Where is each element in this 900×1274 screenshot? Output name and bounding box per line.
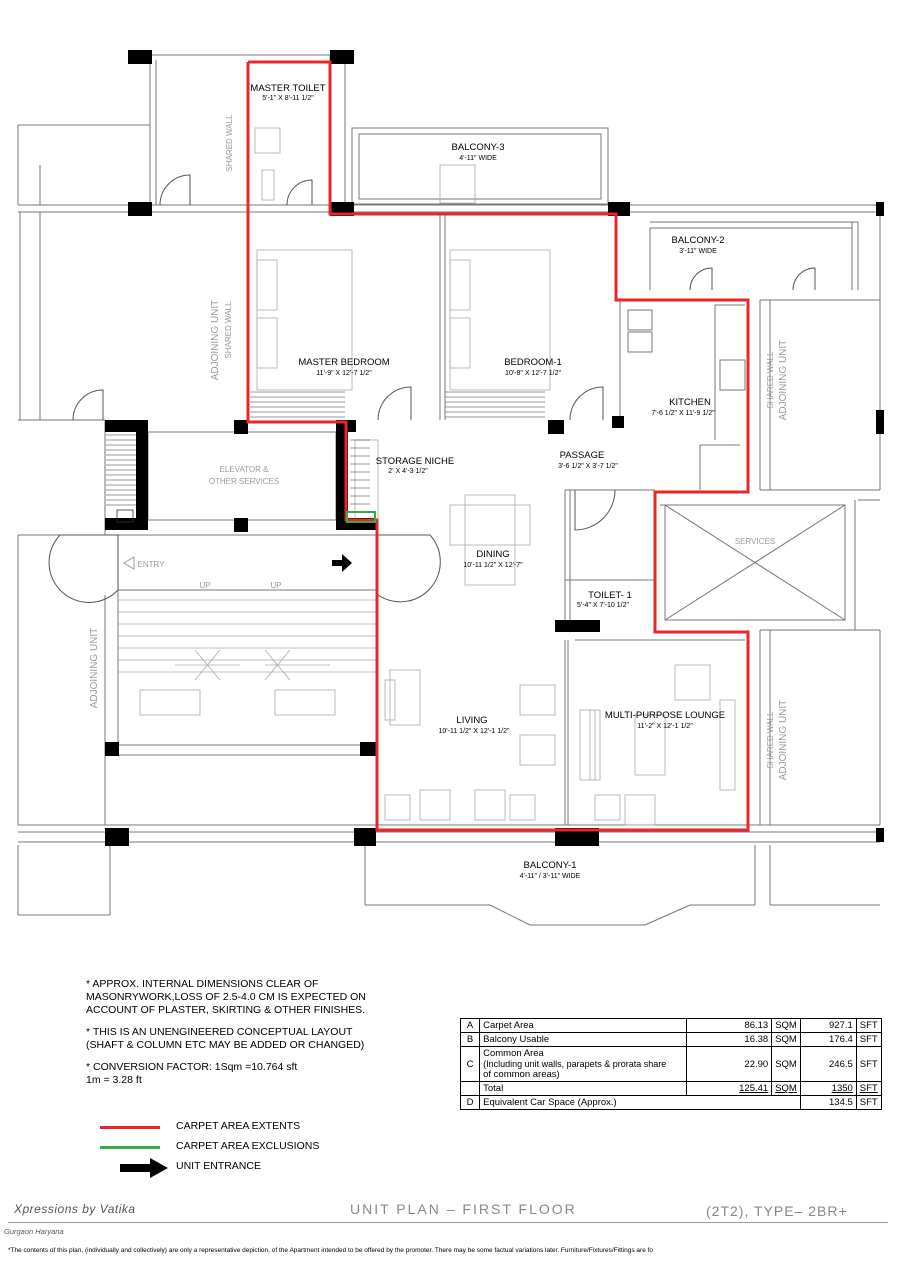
plan-type: (2T2), TYPE– 2BR+ [706,1203,848,1219]
row-d-label: Equivalent Car Space (Approx.) [480,1096,801,1110]
row-total-unit1: SQM [772,1082,801,1096]
legend-exclusions-label: CARPET AREA EXCLUSIONS [176,1140,320,1152]
balcony1-dim: 4'-11" / 3'-11" WIDE [519,873,581,880]
row-d-code: D [461,1096,480,1110]
row-c-label [480,1047,686,1082]
multi-purpose-lounge-dim: 11'-2" X 12'-1 1/2" [637,723,693,730]
master-bedroom-name: MASTER BEDROOM [298,357,390,368]
row-a-label: Carpet Area [480,1019,686,1033]
area-row-d [461,1096,882,1110]
row-d-unit2: SFT [856,1096,881,1110]
row-total-sft: 1350 [801,1082,856,1096]
row-b-unit1: SQM [772,1033,801,1047]
shared-wall-label-4: SHARED WALL [766,711,775,769]
kitchen-name: KITCHEN [669,397,711,408]
master-toilet-dim: 5'-1" X 8'-11 1/2" [262,95,314,102]
stair-up-label-1: UP [199,581,211,590]
row-c-sqm: 22.90 [686,1047,772,1082]
kitchen-dim: 7'-6 1/2" X 11'-9 1/2" [651,410,715,417]
living-dim: 10'-11 1/2" X 12'-1 1/2" [438,728,510,735]
row-c-code: C [461,1047,480,1082]
row-total-sqm: 125.41 [686,1082,772,1096]
row-c-label-3: of common areas) [483,1069,560,1080]
passage-name: PASSAGE [559,450,605,461]
shared-wall-label-2: SHARED WALL [224,301,233,359]
row-c-unit2: SFT [856,1047,881,1082]
adjoining-unit-label-1: ADJOINING UNIT [210,299,221,381]
multi-purpose-lounge-name: MULTI-PURPOSE LOUNGE [604,710,726,721]
legend-red-swatch [100,1126,160,1129]
footer-divider [8,1222,888,1223]
balcony1-name: BALCONY-1 [523,860,577,871]
passage-dim: 3'-6 1/2" X 3'-7 1/2" [558,463,618,470]
shared-wall-label-3: SHARED WALL [766,351,775,409]
plan-notes [86,978,366,1096]
plan-title: UNIT PLAN – FIRST FLOOR [350,1201,577,1217]
legend-entrance-label: UNIT ENTRANCE [176,1160,261,1172]
note-1: * APPROX. INTERNAL DIMENSIONS CLEAR OF MASONRYWORK,LOSS OF 2.5-4.0 CM IS EXPECTED ON ACCOUNT OF PLASTER, SKIRTING & OTHER FINISHES. [86,978,366,1016]
toilet1-dim: 5'-4" X 7'-10 1/2" [576,602,630,609]
row-b-sqm: 16.38 [686,1033,772,1047]
brand-name: Xpressions by Vatika [14,1202,136,1216]
dining-dim: 10'-11 1/2" X 12'-7" [463,562,523,569]
other-services-label: OTHER SERVICES [208,477,280,486]
area-row-total [461,1082,882,1096]
area-row-b [461,1033,882,1047]
row-c-label-2: (Including unit walls, parapets & prorata share [483,1059,667,1069]
bedroom1-dim: 10'-8" X 12'-7 1/2" [505,370,561,377]
stair-hatch [106,392,545,505]
unit-entrance-arrow [332,554,352,572]
legend-arrow-icon [120,1158,170,1178]
adjoining-unit-label-4: ADJOINING UNIT [89,627,100,709]
area-row-a [461,1019,882,1033]
balcony2-dim: 3'-11" WIDE [679,248,717,255]
dining-name: DINING [476,549,510,560]
stair-up-label-2: UP [270,581,282,590]
balcony2-name: BALCONY-2 [671,235,725,246]
row-a-unit1: SQM [772,1019,801,1033]
entry-marker-icon [124,557,134,569]
master-bedroom-dim: 11'-9" X 12'-7 1/2" [316,370,372,377]
balcony3-name: BALCONY-3 [451,142,505,153]
row-c-label-1: Common Area [483,1048,544,1059]
adjoining-unit-label-2: ADJOINING UNIT [778,339,789,421]
note-3: * CONVERSION FACTOR: 1Sqm =10.764 sft 1m = 3.28 ft [86,1061,298,1086]
entry-label: ENTRY [137,560,165,569]
master-toilet-name: MASTER TOILET [250,83,326,94]
row-total-unit2: SFT [856,1082,881,1096]
row-a-sft: 927.1 [801,1019,856,1033]
row-a-unit2: SFT [856,1019,881,1033]
elevator-label: ELEVATOR & [219,465,269,474]
row-c-sft: 246.5 [801,1047,856,1082]
row-b-sft: 176.4 [801,1033,856,1047]
bedroom1-name: BEDROOM-1 [504,357,562,368]
legend-extents-label: CARPET AREA EXTENTS [176,1120,301,1132]
storage-niche-name: STORAGE NICHE [375,456,455,467]
row-b-label: Balcony Usable [480,1033,686,1047]
storage-niche-dim: 2' X 4'-3 1/2" [388,468,428,475]
row-c-unit1: SQM [772,1047,801,1082]
adjoining-unit-label-3: ADJOINING UNIT [778,699,789,781]
living-name: LIVING [456,715,488,726]
services-label: SERVICES [734,537,776,546]
legend-green-swatch [100,1146,160,1149]
area-row-c [461,1047,882,1082]
row-a-code: A [461,1019,480,1033]
row-b-code: B [461,1033,480,1047]
note-2: * THIS IS AN UNENGINEERED CONCEPTUAL LAYOUT (SHAFT & COLUMN ETC MAY BE ADDED OR CHANGED) [86,1026,365,1051]
disclaimer-text: *The contents of this plan, (individually and collectively) are only a representative depiction, of the Apartment intended to be offered by the promoter. There may be some factual variations later. Furniture/Fixtures/Fittings are fo [8,1247,654,1254]
balcony3-dim: 4'-11" WIDE [459,155,497,162]
brand-location: Gurgaon Haryana [4,1227,64,1236]
row-total-label: Total [480,1082,686,1096]
row-d-sft: 134.5 [801,1096,856,1110]
shared-wall-label-1: SHARED WALL [225,114,234,172]
area-table [460,1018,882,1110]
row-total-code [461,1082,480,1096]
room-labels [250,83,725,880]
toilet1-name: TOILET- 1 [588,590,632,601]
row-b-unit2: SFT [856,1033,881,1047]
row-a-sqm: 86.13 [686,1019,772,1033]
